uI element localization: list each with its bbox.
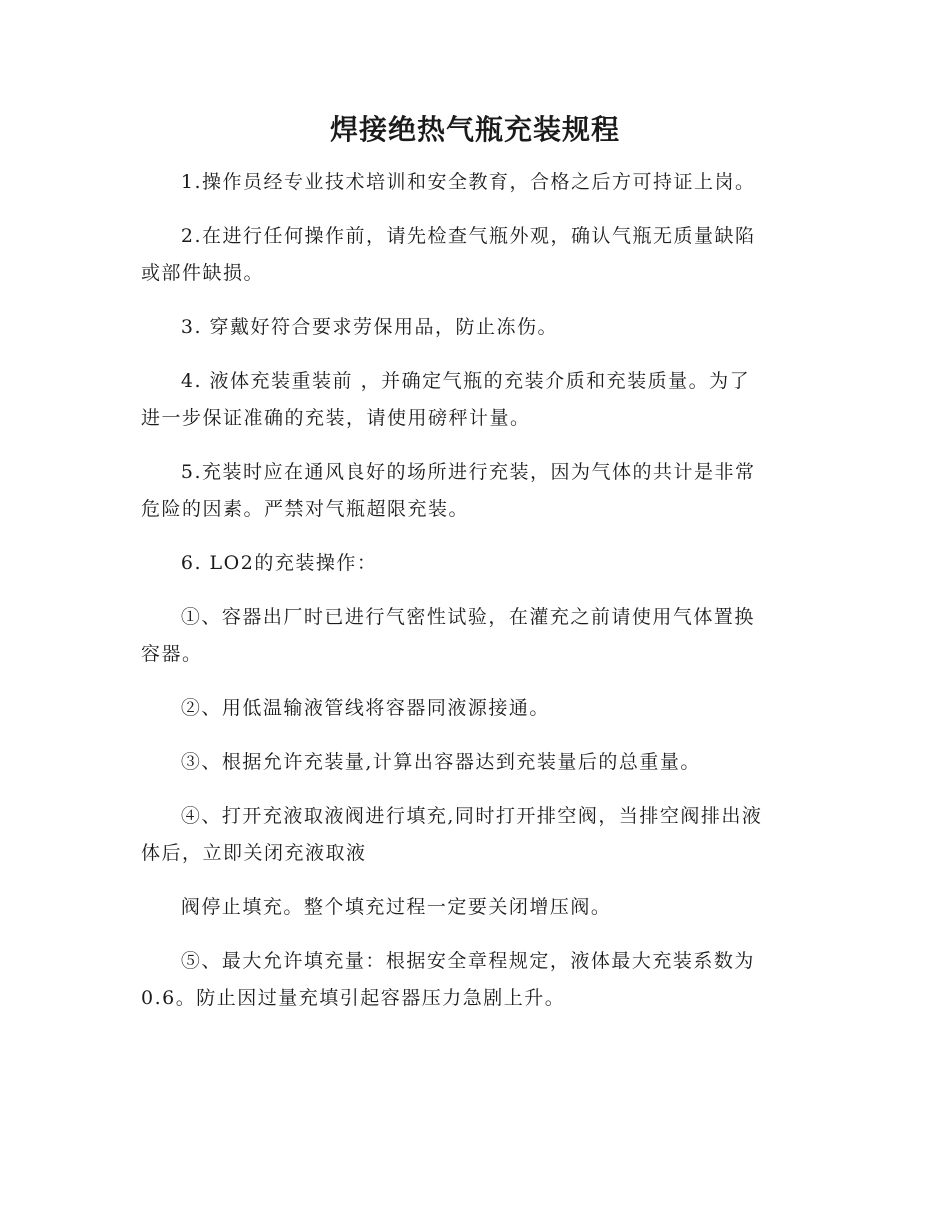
document-title: 焊接绝热气瓶充装规程 [329, 113, 620, 146]
paragraph-line: ⑤、最大允许填充量：根据安全章程规定，液体最大充装系数为 [180, 950, 755, 972]
paragraph-line: 0.6。防止因过量充填引起容器压力急剧上升。 [141, 987, 566, 1009]
paragraph-line: ④、打开充液取液阀进行填充,同时打开排空阀，当排空阀排出液 [180, 805, 763, 827]
paragraph-line: 危险的因素。严禁对气瓶超限充装。 [141, 498, 470, 520]
paragraph-1 [141, 164, 811, 201]
paragraph-line: 2.在进行任何操作前，请先检查气瓶外观，确认气瓶无质量缺陷 [180, 225, 756, 247]
document-body [141, 164, 811, 1034]
paragraph-4 [141, 363, 811, 437]
paragraph-line: ①、容器出厂时已进行气密性试验，在灌充之前请使用气体置换 [180, 606, 755, 628]
paragraph-9 [141, 744, 811, 781]
paragraph-line: 进一步保证准确的充装，请使用磅秤计量。 [141, 407, 531, 429]
paragraph-line: 3. 穿戴好符合要求劳保用品，防止冻伤。 [180, 316, 559, 338]
paragraph-line: 容器。 [141, 643, 203, 665]
paragraph-6 [141, 545, 811, 582]
paragraph-8 [141, 690, 811, 727]
paragraph-line: 6. LO2的充装操作： [180, 552, 378, 574]
paragraph-line: 1.操作员经专业技术培训和安全教育，合格之后方可持证上岗。 [180, 171, 756, 193]
paragraph-line: 或部件缺损。 [141, 262, 265, 284]
paragraph-line: ③、根据允许充装量,计算出容器达到充装量后的总重量。 [180, 751, 701, 773]
paragraph-5 [141, 454, 811, 528]
paragraph-line: 体后，立即关闭充液取液 [141, 842, 367, 864]
paragraph-line: 5.充装时应在通风良好的场所进行充装，因为气体的共计是非常 [180, 461, 756, 483]
paragraph-3 [141, 309, 811, 346]
paragraph-line: 阀停止填充。整个填充过程一定要关闭增压阀。 [180, 896, 612, 918]
paragraph-2 [141, 218, 811, 292]
paragraph-12 [141, 943, 811, 1017]
paragraph-7 [141, 599, 811, 673]
paragraph-line: 4. 液体充装重装前 ，并确定气瓶的充装介质和充装质量。为了 [180, 370, 751, 392]
paragraph-11 [141, 889, 811, 926]
paragraph-10 [141, 798, 811, 872]
paragraph-line: ②、用低温输液管线将容器同液源接通。 [180, 697, 550, 719]
